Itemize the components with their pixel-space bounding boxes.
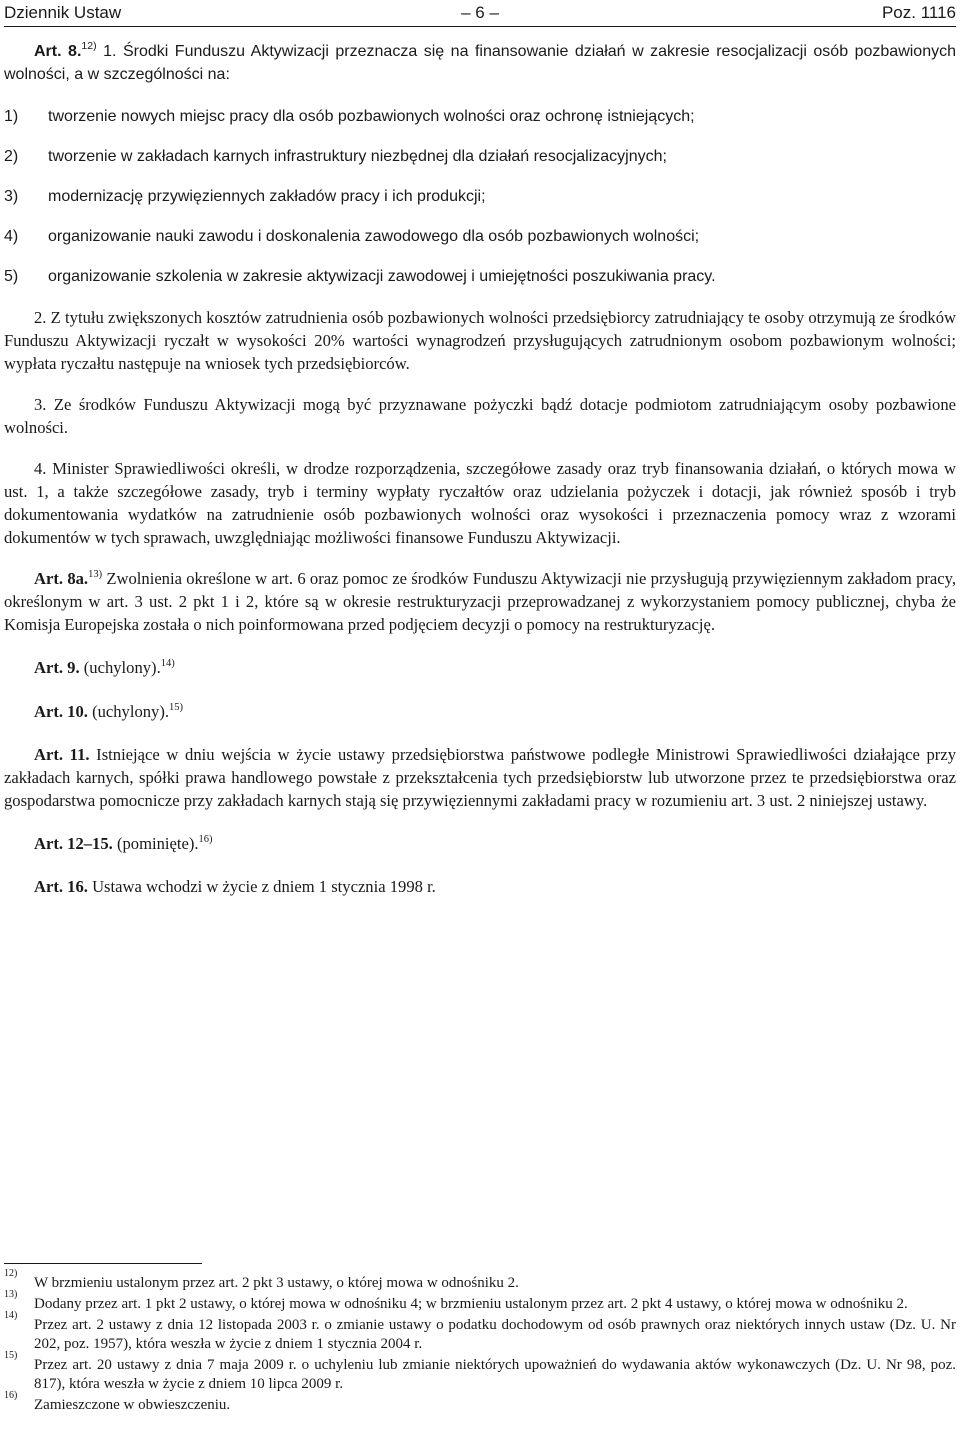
footnote-divider <box>4 1263 202 1264</box>
item-number: 3) <box>4 188 19 205</box>
footnote-text: Dodany przez art. 1 pkt 2 ustawy, o której mowa w odnośniku 4; w brzmieniu ustalonym przez art. 2 pkt 4 ustawy, o której mowa w odnośniku 2. <box>34 1296 908 1312</box>
art9-text: (uchylony). <box>79 658 161 677</box>
footnotes <box>4 1268 956 1415</box>
art12-text: (pominięte). <box>112 834 199 853</box>
art10 <box>4 700 956 723</box>
art12-15 <box>4 832 956 855</box>
list-item <box>4 185 956 208</box>
footnote-mark: 14) <box>4 1310 18 1321</box>
item-number: 4) <box>4 228 19 245</box>
art10-text: (uchylony). <box>87 702 170 721</box>
art8a-text: Zwolnienia określone w art. 6 oraz pomoc ze środków Funduszu Aktywizacji nie przysługują przywięziennym zakładom pracy, określonym w art. 3 ust. 2 pkt 1 i 2, które są w okresie restrukturyzacji przeprowadzanej z wykorzystaniem pomocy publicznej, chyba że Komisja Europejska została o nich poinformowana przed podjęciem decyzji o pomocy na restrukturyzację. <box>4 569 956 634</box>
footnote-text: Przez art. 2 ustawy z dnia 12 listopada 2003 r. o zmianie ustawy o podatku dochodowym od osób prawnych oraz niektórych innych ustaw (Dz. U. Nr 202, poz. 1957), która weszła w życie z dniem 1 stycznia 2004 r. <box>34 1317 956 1352</box>
art8a <box>4 567 956 636</box>
item-text: tworzenie nowych miejsc pracy dla osób pozbawionych wolności oraz ochronę istniejących; <box>48 108 695 125</box>
footnote <box>4 1289 956 1314</box>
art8-footnote-ref: 12) <box>81 40 97 52</box>
footnote <box>4 1350 956 1394</box>
item-number: 2) <box>4 148 19 165</box>
footnote-text: W brzmieniu ustalonym przez art. 2 pkt 3 ustawy, o której mowa w odnośniku 2. <box>34 1275 519 1291</box>
footnote-mark: 16) <box>4 1390 18 1401</box>
art8-item-list <box>4 105 956 288</box>
document-body <box>4 40 956 898</box>
item-text: modernizację przywięziennych zakładów pracy i ich produkcji; <box>48 188 486 205</box>
footnote-mark: 12) <box>4 1268 18 1279</box>
art8-ust1-text: 1. Środki Funduszu Aktywizacji przeznacza się na finansowanie działań w zakresie resocjalizacji osób pozbawionych wolności, a w szczególności na: <box>4 43 957 83</box>
item-text: organizowanie szkolenia w zakresie aktywizacji zawodowej i umiejętności poszukiwania pracy. <box>48 268 716 285</box>
art8a-label: Art. 8a. <box>34 569 89 588</box>
list-item <box>4 145 956 168</box>
position-number: Poz. 1116 <box>881 3 956 22</box>
header-divider <box>4 26 956 27</box>
art8-label: Art. 8. <box>34 43 82 60</box>
footnote <box>4 1390 956 1415</box>
footnote-mark: 13) <box>4 1289 18 1300</box>
art12-label: Art. 12–15. <box>34 834 113 853</box>
art8a-footnote-ref: 13) <box>88 569 103 580</box>
footnote-text: Zamieszczone w obwieszczeniu. <box>34 1397 231 1413</box>
item-text: organizowanie nauki zawodu i doskonalenia zawodowego dla osób pozbawionych wolności; <box>48 228 700 245</box>
footnote-text: Przez art. 20 ustawy z dnia 7 maja 2009 r. o uchyleniu lub zmianie niektórych upoważnień do wydawania aktów wykonawczych (Dz. U. Nr 98, poz. 817), która weszła w życie z dniem 10 lipca 2009 r. <box>34 1357 956 1392</box>
art8-ust1 <box>4 40 956 86</box>
art16-label: Art. 16. <box>34 877 88 896</box>
art10-label: Art. 10. <box>34 702 88 721</box>
page-number: – 6 – <box>461 3 499 22</box>
art12-footnote-ref: 16) <box>198 834 213 845</box>
footnote <box>4 1310 956 1354</box>
list-item <box>4 265 956 288</box>
footnote-mark: 15) <box>4 1350 18 1361</box>
footnote <box>4 1268 956 1293</box>
art16 <box>4 875 956 898</box>
art8-ust2: 2. Z tytułu zwiększonych kosztów zatrudnienia osób pozbawionych wolności przedsiębiorcy zatrudniający te osoby otrzymują ze środków Funduszu Aktywizacji ryczałt w wysokości 20% wartości wynagrodzeń przysługujących zatrudnionym osobom pozbawionym wolności; wypłata ryczałtu następuje na wniosek tych przedsiębiorców. <box>4 308 956 373</box>
art11 <box>4 743 956 812</box>
item-text: tworzenie w zakładach karnych infrastruktury niezbędnej dla działań resocjalizacyjnych; <box>48 148 667 165</box>
art9-label: Art. 9. <box>34 658 80 677</box>
art16-text: Ustawa wchodzi w życie z dniem 1 stycznia 1998 r. <box>87 877 436 896</box>
art11-label: Art. 11. <box>34 745 90 764</box>
list-item <box>4 105 956 128</box>
art9 <box>4 656 956 679</box>
art8-ust3: 3. Ze środków Funduszu Aktywizacji mogą być przyznawane pożyczki bądź dotacje podmiotom zatrudniającym osoby pozbawione wolności. <box>4 395 956 437</box>
art11-text: Istniejące w dniu wejścia w życie ustawy przedsiębiorstwa państwowe podległe Ministrowi Sprawiedliwości działające przy zakładach karnych, spółki prawa handlowego powstałe z przekształcenia tych przedsiębiorstw lub utworzone przez te przedsiębiorstwa oraz gospodarstwa pomocnicze przy zakładach karnych stają się przywięziennymi zakładami pracy w rozumieniu art. 3 ust. 2 niniejszej ustawy. <box>4 745 956 810</box>
art9-footnote-ref: 14) <box>160 658 175 669</box>
list-item <box>4 225 956 248</box>
art8-ust4: 4. Minister Sprawiedliwości określi, w drodze rozporządzenia, szczegółowe zasady oraz tryb finansowania działań, o których mowa w ust. 1, a także szczegółowe zasady, tryb i terminy wypłaty ryczałtów oraz udzielania pożyczek i dotacji, jak również sposób i tryb dokumentowania wydatków na zatrudnienie osób pozbawionych wolności oraz wysokości i przeznaczenia pomocy wraz z wzorami dokumentów w tych sprawach, uwzględniając możliwości finansowe Funduszu Aktywizacji. <box>4 459 956 547</box>
journal-title: Dziennik Ustaw <box>4 3 122 22</box>
item-number: 1) <box>4 108 19 125</box>
page-header <box>4 2 956 24</box>
art10-footnote-ref: 15) <box>169 702 184 713</box>
item-number: 5) <box>4 268 19 285</box>
